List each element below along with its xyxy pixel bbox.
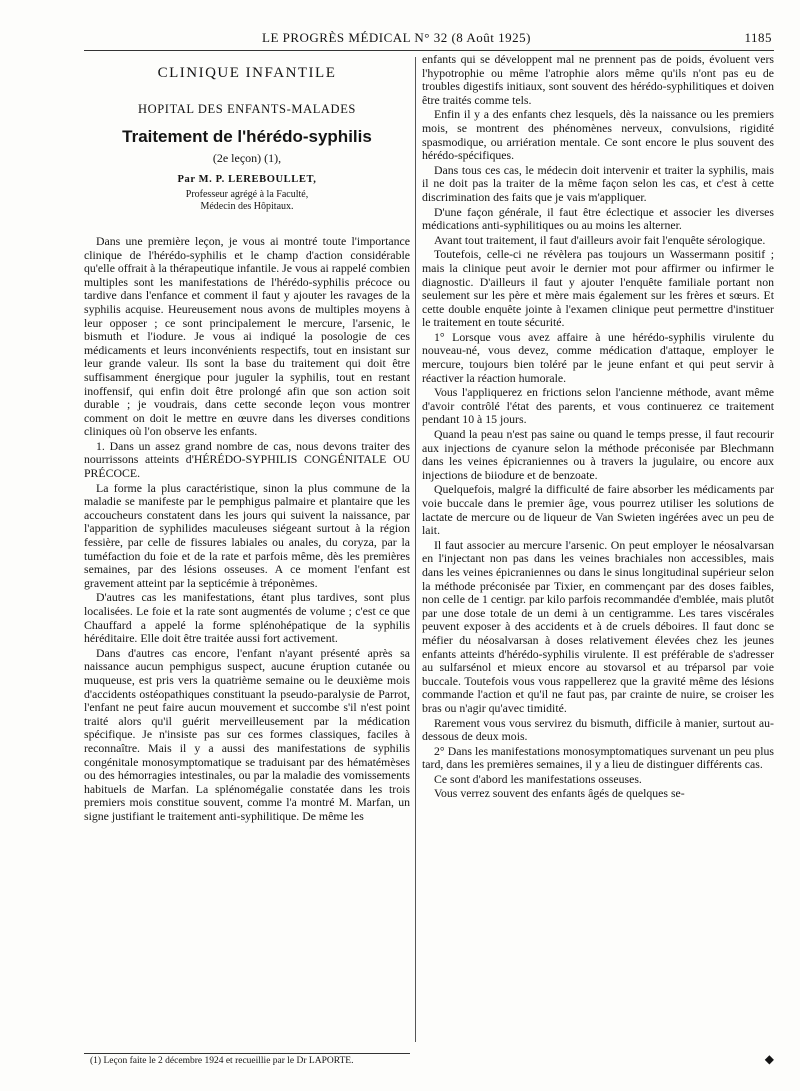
- paragraph: Rarement vous vous servirez du bismuth, difficile à manier, surtout au-dessous de deux mois.: [422, 715, 774, 744]
- footnote: (1) Leçon faite le 2 décembre 1924 et recueillie par le Dr LAPORTE.: [90, 1056, 354, 1066]
- paragraph: Enfin il y a des enfants chez lesquels, dès la naissance ou les premiers mois, se montrent des phénomènes nerveux, convulsions, rigidité spasmodique, ou arriération mentale. Ce sont encore le plus souvent des hérédo-spécifiques.: [422, 107, 774, 163]
- paragraph: D'autres cas les manifestations, étant plus tardives, sont plus localisées. Le foie et la rate sont augmentés de volume ; c'est ce que Chauffard a appelé la forme splénohépatique de la syphilis héréditaire. Elle doit être traitée aussi fort activement.: [84, 590, 410, 646]
- author-affiliation: [84, 189, 410, 213]
- paragraph: La forme la plus caractéristique, sinon la plus commune de la maladie se manifeste par le pemphigus palmaire et plantaire que les accoucheurs constatent dans les jours qui suivent la naissance, par l'apparition de syphilides maculeuses siégeant surtout à la région fessière, par celle de fissures labiales ou anales, du coryza, par la tuméfaction du foie et de la rate et parfois même, dès les premières semaines, par des lésions osseuses. A ce moment l'enfant est gravement atteint par la septicémie à tréponèmes.: [84, 480, 410, 590]
- section-title: CLINIQUE INFANTILE: [157, 65, 337, 81]
- left-column: [84, 55, 410, 824]
- paragraph: Dans une première leçon, je vous ai montré toute l'importance clinique de l'hérédo-syphilis et le champ d'action considérable qu'elle offrait à la thérapeutique infantile. Je vous ai rappelé combien multiples sont les manifestations de l'hérédo-syphilis précoce ou tardive dans l'enfance et comment il faut y ajouter les ravages de la syphilis acquise. Heureusement nous avons de multiples moyens à leur opposer ; ce sont principalement le mercure, l'arsenic, le bismuth et l'iodure. Je vous ai indiqué la posologie de ces médicaments et leurs inconvénients respectifs, tout en insistant sur leur grande valeur. Ils sont la base du traitement qui doit être suffisamment énergique pour juguler la syphilis, tout en restant inoffensif, qui enfin doit être prolongé afin que son action soit durable ; je voudrais, dans cette seconde leçon vous montrer comment on doit le mettre en œuvre dans les diverses conditions cliniques où l'on observe les enfants.: [84, 233, 410, 439]
- right-column: [422, 53, 774, 801]
- paragraph: Vous l'appliquerez en frictions selon l'ancienne méthode, avant même d'avoir contrôlé l'état des parents, et vous continuerez ce traitement pendant 10 à 15 jours.: [422, 385, 774, 427]
- paragraph: Quand la peau n'est pas saine ou quand le temps presse, il faut recourir aux injections de cyanure selon la méthode préconisée par Blechmann dans les veines épicraniennes ou à travers la jugulaire, ou encore aux injections de biiodure et de benzoate.: [422, 427, 774, 482]
- article-title: Traitement de l'hérédo-syphilis: [122, 127, 372, 147]
- paragraph: Avant tout traitement, il faut d'ailleurs avoir fait l'enquête sérologique.: [434, 232, 766, 247]
- affiliation-line: Professeur agrégé à la Faculté,: [185, 188, 309, 200]
- paragraph: D'une façon générale, il faut être éclectique et associer les diverses médications anti-syphilitiques ou au moins les alterner.: [422, 204, 774, 233]
- running-head: [84, 28, 774, 51]
- page-number: 1185: [744, 30, 772, 45]
- affiliation-line: Médecin des Hôpitaux.: [200, 200, 294, 212]
- paragraph: Vous verrez souvent des enfants âgés de quelques se-: [434, 786, 685, 801]
- paragraph: Il faut associer au mercure l'arsenic. On peut employer le néosalvarsan en l'injectant non pas dans les veines brachiales non accessibles, mais dans les veines épicraniennes ou dans le sinus longitudinal supérieur selon la méthode préconisée par Tixier, en commençant par des doses faibles, non celle de 1 centigr. par kilo parfois recommandée d'emblée, mais plutôt par une dose totale de un demi à un centigramme. Les tares viscérales peuvent exposer à des accidents et à de cruels déboires. Il faut donc se méfier du néosalvarsan à doses relativement élevées chez les jeunes enfants atteints d'hérédo-syphilis virulente. Il est préférable de s'adresser au sulfarsénol et mieux encore au stovarsol et au tréparsol par voie buccale. Toutefois vous vous rappellerez que la gravité même des lésions commande l'action et qu'il ne faut pas, par crainte de nuire, se croiser les bras ou n'agir qu'avec timidité.: [422, 537, 774, 715]
- paragraph: 1° Lorsque vous avez affaire à une hérédo-syphilis virulente du nouveau-né, vous devez, comme médication d'attaque, employer le mercure, toujours bien toléré par le jeune enfant et qui peut servir à réactiver la réaction humorale.: [422, 329, 774, 385]
- footnote-rule: [84, 1053, 410, 1054]
- paragraph: enfants qui se développent mal ne prennent pas de poids, évoluent vers l'hypotrophie ou même l'atrophie alors même qu'ils n'ont pas eu de troubles digestifs initiaux, sont souvent des hérédo-syphilitiques et doiven être traités comme tels.: [422, 52, 774, 107]
- paragraph: Quelquefois, malgré la difficulté de faire absorber les médicaments par voie buccale dans le premier âge, vous pourrez utiliser les solutions de lactate de mercure ou de liqueur de Van Swieten ingérées avec un peu de lait.: [422, 482, 774, 538]
- article-columns: [84, 51, 774, 1069]
- author-name: Par M. P. LEREBOULLET,: [177, 174, 317, 186]
- lesson-number: (2e leçon) (1),: [212, 150, 282, 165]
- paragraph: Dans tous ces cas, le médecin doit intervenir et traiter la syphilis, mais il ne doit pas la traiter de la même façon selon les cas, et c'est à cette discrimination des faits que je vais m'appliquer.: [422, 162, 774, 204]
- journal-title: LE PROGRÈS MÉDICAL N° 32 (8 Août 1925): [262, 30, 531, 45]
- author-byline: [84, 173, 410, 187]
- column-divider: [415, 57, 416, 1042]
- paragraph: Dans d'autres cas encore, l'enfant n'ayant présenté après sa naissance aucun pemphigus suspect, aucune éruption cutanée ou muqueuse, est pris vers la quatrième semaine ou le deuxième mois d'accidents ostéopathiques constituant la pseudo-paralysie de Parrot, l'enfant ne peut faire aucun mouvement et succombe s'il n'est point traité alors qu'il guérit merveilleusement par la médication spécifique. Je n'insiste pas sur ces formes classiques, faciles à reconnaître. Mais il y a aussi des manifestations de syphilis congénitale monosymptomatique se traduisant par des hématémèses ou des hémorragies intestinales, ou par la maladie des vomissements habituels de Marfan. La splénomégalie constatée dans les trois premiers mois constitue souvent, comme l'a montré M. Marfan, un signe justifiant le traitement anti-syphilitique. De même les: [84, 645, 410, 823]
- diamond-ornament-icon: ◆: [764, 1052, 774, 1066]
- hospital-name: HOPITAL DES ENFANTS-MALADES: [138, 101, 356, 116]
- paragraph: 2° Dans les manifestations monosymptomatiques survenant un peu plus tard, dans les premières semaines, il y a lieu de distinguer différents cas.: [422, 743, 774, 772]
- paragraph: Toutefois, celle-ci ne révèlera pas toujours un Wassermann positif ; mais la clinique peut avoir le dernier mot pour affirmer ou infirmer le diagnostic. D'ailleurs il faut y ajouter l'enquête familiale portant non seulement sur les père et mère mais également sur les frères et sœurs. Et cette double enquête jointe à l'examen clinique peut permettre d'instituer le traitement en toute sécurité.: [422, 247, 774, 330]
- paragraph: 1. Dans un assez grand nombre de cas, nous devons traiter des nourrissons atteints d'HÉRÉDO-SYPHILIS CONGÉNITALE OU PRÉCOCE.: [84, 438, 410, 481]
- paragraph: Ce sont d'abord les manifestations osseuses.: [434, 771, 642, 786]
